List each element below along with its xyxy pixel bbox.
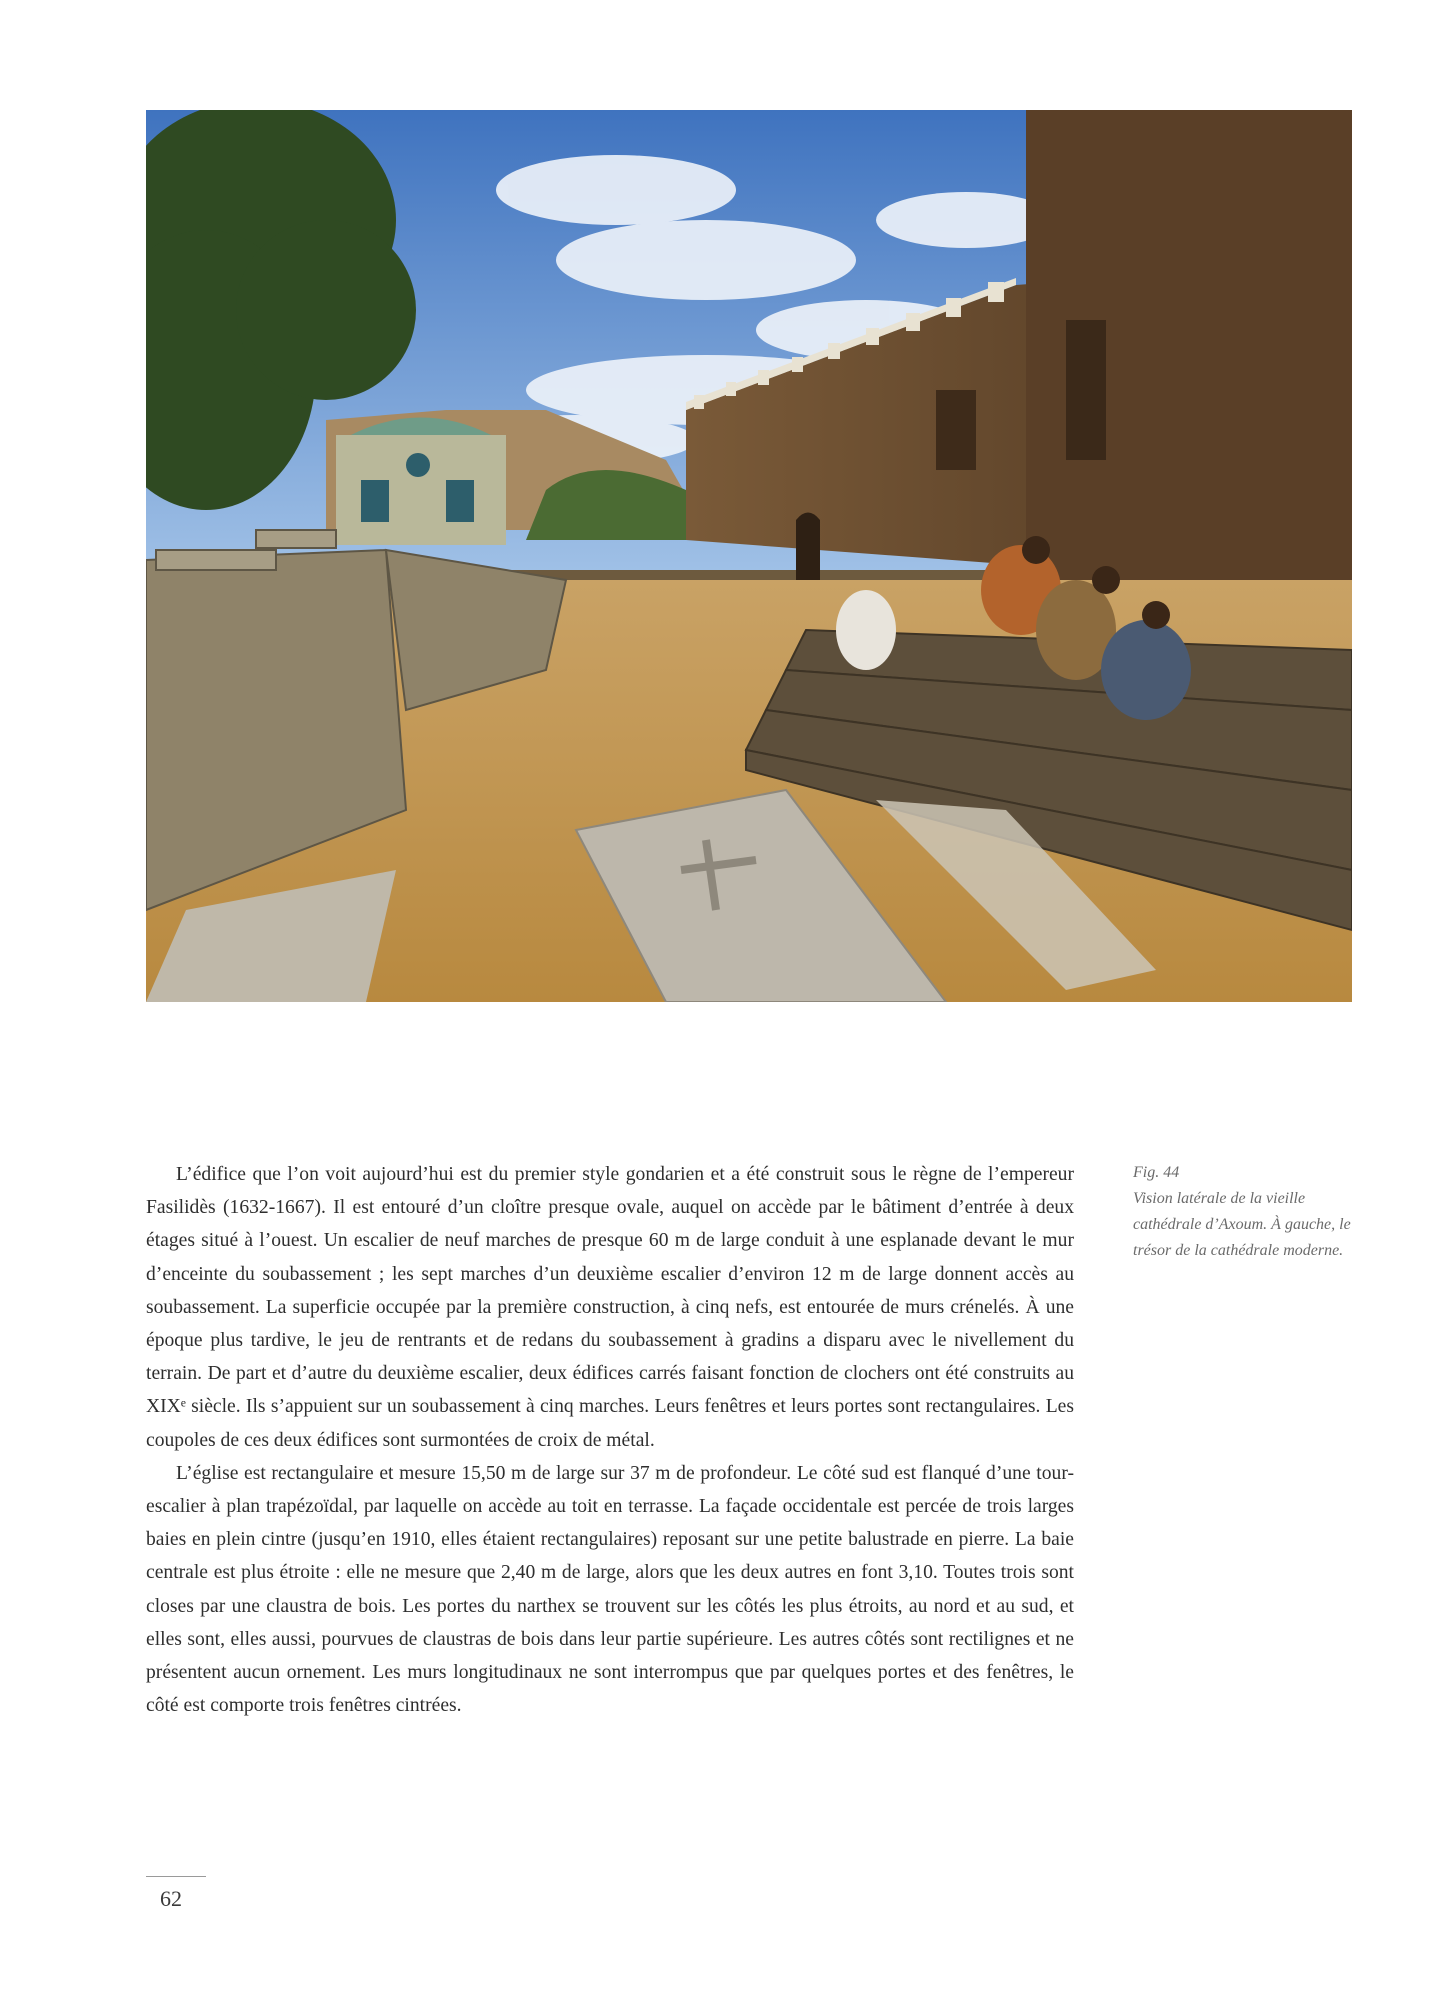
axum-cathedral-photo [146,110,1352,1002]
page-number: 62 [160,1886,182,1911]
paragraph-1: L’édifice que l’on voit aujourd’hui est du premier style gondarien et a été construit sous le règne de l’empereur Fasilidès (1632-1667). Il est entouré d’un cloître presque ovale, auquel on accède par le bâtiment d’entrée à deux étages situé à l’ouest. Un escalier de neuf marches de presque 60 m de large conduit à une esplanade devant le mur d’enceinte du soubassement ; les sept marches d’un deuxième escalier d’environ 12 m de large donnent accès au soubassement. La superficie occupée par la première construction, à cinq nefs, est entourée de murs crénelés. À une époque plus tardive, le jeu de rentrants et de redans du soubassement à gradins a disparu avec le nivellement du terrain. De part et d’autre du deuxième escalier, deux édifices carrés faisant fonction de clochers ont été construits au XIXᵉ siècle. Ils s’appuient sur un soubassement à cinq marches. Leurs fenêtres et leurs portes sont rectangulaires. Les coupoles de ces deux édifices sont surmontées de croix de métal. [146,1164,1074,1451]
figure-caption [1133,1160,1353,1264]
caption-text: Vision latérale de la vieille cathédrale d’Axoum. À gauche, le trésor de la cathédrale moderne. [1133,1190,1351,1259]
arched-door [796,513,820,581]
paragraph-2: L’église est rectangulaire et mesure 15,50 m de large sur 37 m de profondeur. Le côté sud est flanqué d’une tour-escalier à plan trapézoïdal, par laquelle on accède au toit en terrasse. La façade occidentale est percée de trois larges baies en plein cintre (jusqu’en 1910, elles étaient rectangulaires) reposant sur une petite balustrade en pierre. La baie centrale est plus étroite : elle ne mesure que 2,40 m de large, alors que les deux autres en font 3,10. Toutes trois sont closes par une claustra de bois. Les portes du narthex se trouvent sur les côtés les plus étroits, au nord et au sud, et elles sont, elles aussi, pourvues de claustras de bois dans leur partie supérieure. Les autres côtés sont rectilignes et ne présentent aucun ornement. Les murs longitudinaux ne sont interrompus que par quelques portes et des fenêtres, le côté est comporte trois fenêtres cintrées. [146,1462,1074,1717]
folio-rule [146,1876,206,1877]
body-text [146,1158,1074,1722]
figure-photo [146,110,1352,1002]
figure-number: Fig. 44 [1133,1164,1180,1181]
